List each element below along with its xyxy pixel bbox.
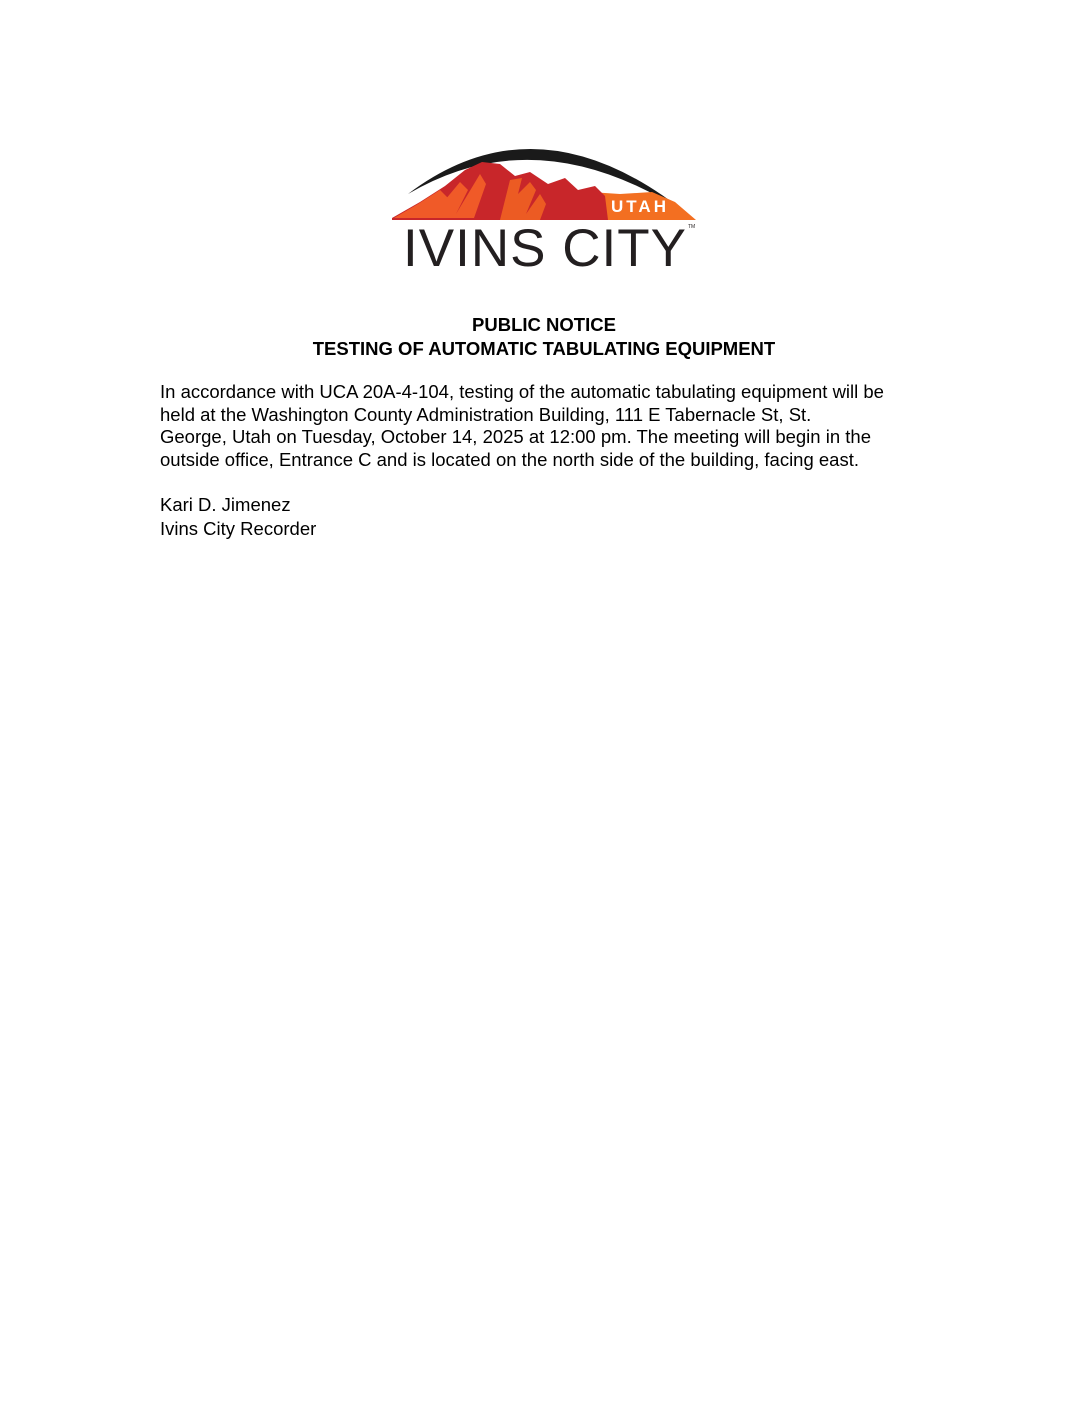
notice-body-line: George, Utah on Tuesday, October 14, 2025 at 12:00 pm. The meeting will begin in the (160, 426, 871, 447)
notice-body (160, 381, 940, 471)
logo-wordmark-text: IVINS CITY (403, 219, 687, 272)
logo-state-text: UTAH (611, 197, 669, 216)
notice-title: PUBLIC NOTICE (472, 314, 616, 335)
notice-body-line: held at the Washington County Administration Building, 111 E Tabernacle St, St. (160, 403, 812, 425)
signature-block (160, 493, 316, 540)
notice-heading (0, 313, 1088, 360)
ivins-city-logo-graphic (390, 124, 700, 272)
notice-body-line: outside office, Entrance C and is located on the north side of the building, facing east. (160, 448, 859, 470)
ivins-city-logo (390, 124, 700, 272)
signature-name: Kari D. Jimenez (160, 494, 291, 515)
logo-trademark-text: TM (688, 224, 696, 230)
signature-title: Ivins City Recorder (160, 517, 317, 539)
notice-subtitle: TESTING OF AUTOMATIC TABULATING EQUIPMENT (312, 337, 776, 359)
notice-body-line: In accordance with UCA 20A-4-104, testing of the automatic tabulating equipment will be (160, 381, 884, 402)
